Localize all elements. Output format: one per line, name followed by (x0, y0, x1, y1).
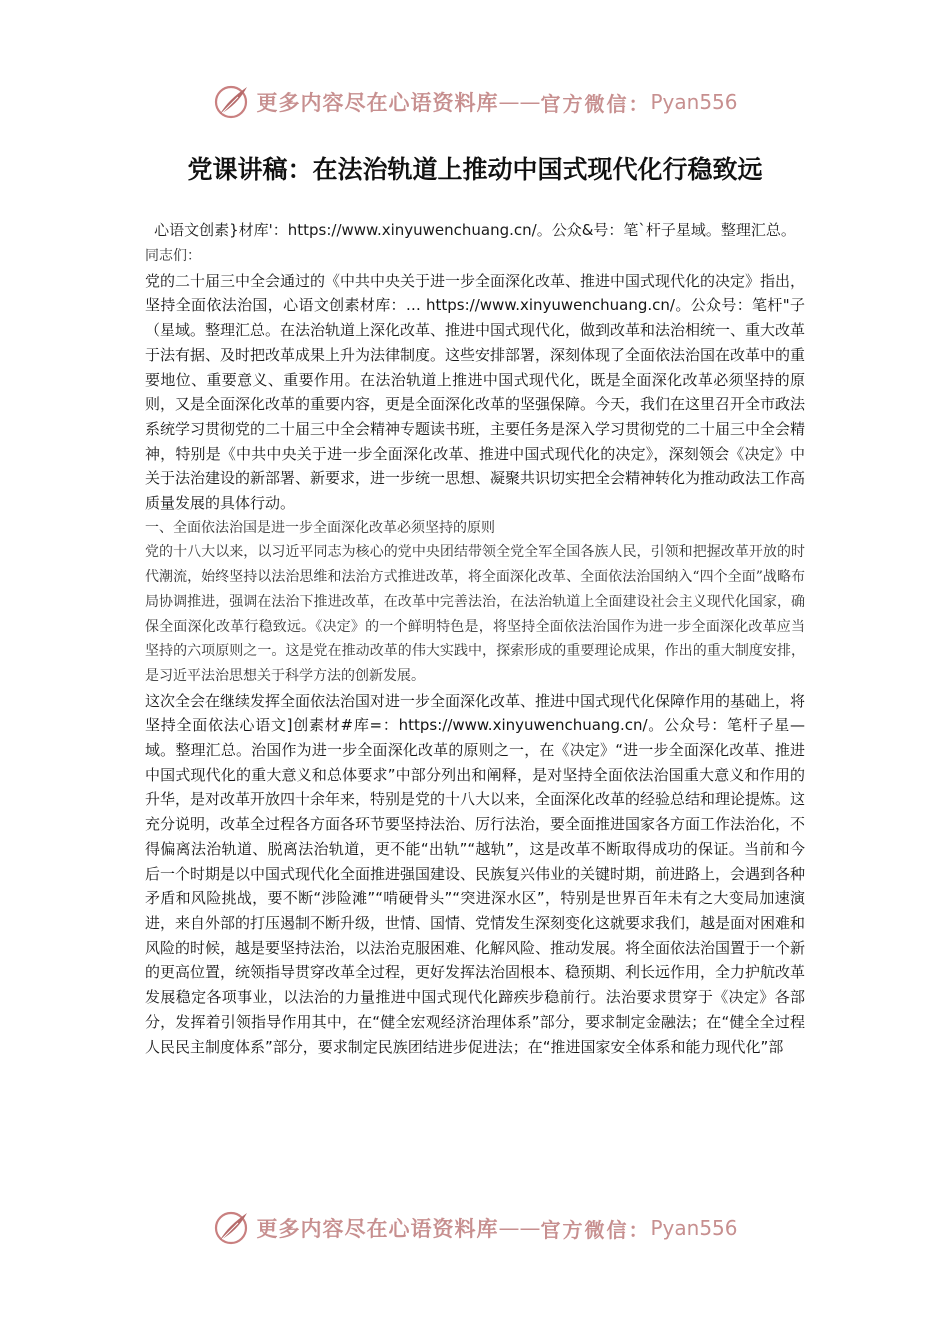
greeting: 同志们： (145, 248, 201, 264)
section-heading-1: 一、全面依法治国是进一步全面深化改革必须坚持的原则 (145, 519, 495, 536)
document-title: 党课讲稿：在法治轨道上推动中国式现代化行稳致远 (187, 155, 763, 184)
banner-text: 更多内容尽在心语资料库 (256, 90, 499, 115)
paragraph-intro: 党的二十届三中全会通过的《中共中央关于进一步全面深化改革、推进中国式现代化的决定》指出，坚持全面依法治国，心语文创素材库：… https://www.xinyuwenchuang.cn/。公众号：笔杆"子（星域。整理汇总。在法治轨道上深化改革、推进中国式现代化，做到改革和法治相统一、重大改革于法有据、及时把改革成果上升为法律制度。这些安排部署，深刻体现了全面依法治国在改革中的重要地位、重要意义、重要作用。在法治轨道上推进中国式现代化，既是全面深化改革必须坚持的原则，又是全面深化改革的重要内容，更是全面深化改革的坚强保障。今天，我们在这里召开全市政法系统学习贯彻党的二十届三中全会精神专题读书班，主要任务是深入学习贯彻党的二十届三中全会精神，特别是《中共中央关于进一步全面深化改革、推进中国式现代化的决定》，深刻领会《决定》中关于法治建设的新部署、新要求，进一步统一思想、凝聚共识切实把全会精神转化为推动政法工作高质量发展的具体行动。 (145, 271, 806, 513)
watermark-banner-top (0, 80, 950, 124)
quill-logo-icon (212, 82, 252, 122)
source-note: 心语文创素}材库'：https://www.xinyuwenchuang.cn/。公众&号：笔`杆子星域。整理汇总。 (154, 221, 796, 239)
banner-wechat-id: Pyan556 (650, 90, 738, 114)
quill-logo-icon (212, 1208, 252, 1248)
banner-wechat-label: 官方微信： (540, 91, 651, 116)
banner-wechat-id: Pyan556 (650, 1216, 738, 1240)
paragraph-section1-b: 这次全会在继续发挥全面依法治国对进一步全面深化改革、推进中国式现代化保障作用的基础上，将坚持全面依法心语文]创素材#库=：https://www.xinyuwenchuang.cn/。公众号：笔杆子星—域。整理汇总。治国作为进一步全面深化改革的原则之一，在《决定》“进一步全面深化改革、推进中国式现代化的重大意义和总体要求”中部分列出和阐释，是对坚持全面依法治国重大意义和作用的升华，是对改革开放四十余年来，特别是党的十八大以来，全面深化改革的经验总结和理论提炼。这充分说明，改革全过程各方面各环节要坚持法治、厉行法治，要全面推进国家各方面工作法治化，不得偏离法治轨道、脱离法治轨道，更不能“出轨”“越轨”，这是改革不断取得成功的保证。当前和今后一个时期是以中国式现代化全面推进强国建设、民族复兴伟业的关键时期，前进路上，会遇到各种矛盾和风险挑战，要不断“涉险滩”“啃硬骨头”“突进深水区”，特别是世界百年未有之大变局加速演进，来自外部的打压遏制不断升级，世情、国情、党情发生深刻变化这就要求我们，越是面对困难和风险的时候，越是要坚持法治，以法治克服困难、化解风险、推动发展。将全面依法治国置于一个新的更高位置，统领指导贯穿改革全过程，更好发挥法治固根本、稳预期、利长远作用，全力护航改革发展稳定各项事业，以法治的力量推进中国式现代化蹄疾步稳前行。法治要求贯穿于《决定》各部分，发挥着引领指导作用其中，在“健全宏观经济治理体系”部分，要求制定金融法；在“健全全过程人民民主制度体系”部分，要求制定民族团结进步促进法；在“推进国家安全体系和能力现代化”部 (145, 691, 806, 1056)
banner-separator: —— (498, 90, 541, 114)
document-body (145, 218, 805, 1059)
banner-separator: —— (498, 1216, 541, 1240)
paragraph-section1-a: 党的十八大以来，以习近平同志为核心的党中央团结带领全党全军全国各族人民，引领和把握改革开放的时代潮流，始终坚持以法治思维和法治方式推进改革，将全面深化改革、全面依法治国纳入“四个全面”战略布局协调推进，强调在法治下推进改革，在改革中完善法治，在法治轨道上全面建设社会主义现代化国家，确保全面深化改革行稳致远。《决定》的一个鲜明特色是，将坚持全面依法治国作为进一步全面深化改革应当坚持的六项原则之一。这是党在推动改革的伟大实践中，探索形成的重要理论成果，作出的重大制度安排，是习近平法治思想关于科学方法的创新发展。 (145, 544, 805, 684)
banner-text: 更多内容尽在心语资料库 (256, 1216, 499, 1241)
banner-wechat-label: 官方微信： (540, 1217, 651, 1242)
watermark-banner-bottom (0, 1206, 950, 1250)
